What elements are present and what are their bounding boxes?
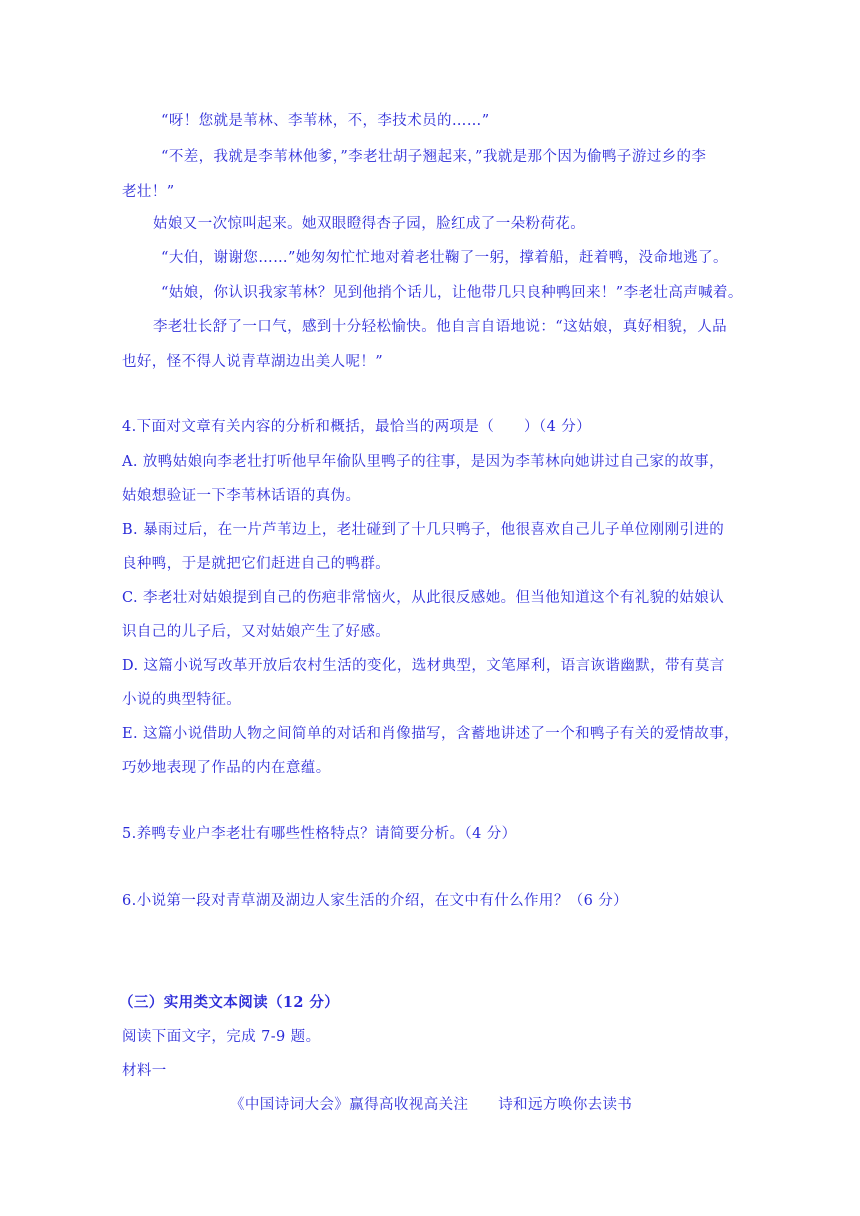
story-paragraph-3: 姑娘又一次惊叫起来。她双眼瞪得杏子园，脸红成了一朵粉荷花。 xyxy=(153,216,586,232)
question-4-option-b-line-2: 良种鸭，于是就把它们赶进自己的鸭群。 xyxy=(122,556,391,572)
material-label: 材料一 xyxy=(122,1063,167,1079)
question-4-option-e-line-1: E. 这篇小说借助人物之间简单的对话和肖像描写，含蓄地讲述了一个和鸭子有关的爱情故事， xyxy=(122,726,739,742)
question-4-option-a-line-1: A. 放鸭姑娘向李老壮打听他早年偷队里鸭子的往事，是因为李苇林向她讲过自己家的故事， xyxy=(122,454,724,470)
story-paragraph-2-line-1: “不差，我就是李苇林他爹，”李老壮胡子翘起来，”我就是那个因为偷鸭子游过乡的李 xyxy=(161,149,707,165)
question-6: 6.小说第一段对青草湖及湖边人家生活的介绍，在文中有什么作用？（6 分） xyxy=(122,893,629,909)
question-4-option-d-line-2: 小说的典型特征。 xyxy=(122,692,242,708)
article-title: 《中国诗词大会》赢得高收视高关注 诗和远方唤你去读书 xyxy=(230,1097,633,1113)
story-paragraph-6-line-1: 李老壮长舒了一口气，感到十分轻松愉快。他自言自语地说：“这姑娘，真好相貌，人品 xyxy=(153,319,728,335)
section-3-heading: （三）实用类文本阅读（12 分） xyxy=(119,994,340,1011)
question-4-option-b-line-1: B. 暴雨过后，在一片芦苇边上，老壮碰到了十几只鸭子，他很喜欢自己儿子单位刚刚引进的 xyxy=(122,522,725,538)
story-paragraph-4: “大伯，谢谢您……”她匆匆忙忙地对着老壮鞠了一躬，撑着船，赶着鸭，没命地逃了。 xyxy=(161,250,728,266)
question-4-option-d-line-1: D. 这篇小说写改革开放后农村生活的变化，选材典型，文笔犀利，语言诙谐幽默，带有莫言 xyxy=(122,658,725,674)
question-4-option-a-line-2: 姑娘想验证一下李苇林话语的真伪。 xyxy=(122,488,361,504)
story-paragraph-2-line-2: 老壮！” xyxy=(122,184,175,200)
question-5: 5.养鸭专业户李老壮有哪些性格特点？请简要分析。（4 分） xyxy=(122,826,517,842)
section-3-instruction: 阅读下面文字，完成 7-9 题。 xyxy=(122,1029,321,1045)
question-4-option-e-line-2: 巧妙地表现了作品的内在意蕴。 xyxy=(122,760,331,776)
question-4-option-c-line-2: 识自己的儿子后，又对姑娘产生了好感。 xyxy=(122,624,391,640)
story-paragraph-6-line-2: 也好，怪不得人说青草湖边出美人呢！” xyxy=(122,354,384,370)
story-paragraph-1: “呀！您就是苇林、李苇林，不，李技术员的……” xyxy=(161,113,490,129)
question-4-stem: 4.下面对文章有关内容的分析和概括，最恰当的两项是（ ）（4 分） xyxy=(122,419,592,435)
question-4-option-c-line-1: C. 李老壮对姑娘提到自己的伤疤非常恼火，从此很反感她。但当他知道这个有礼貌的姑娘认 xyxy=(122,590,725,606)
story-paragraph-5: “姑娘，你认识我家苇林？见到他捎个话儿，让他带几只良种鸭回来！”李老壮高声喊着。 xyxy=(161,285,743,301)
